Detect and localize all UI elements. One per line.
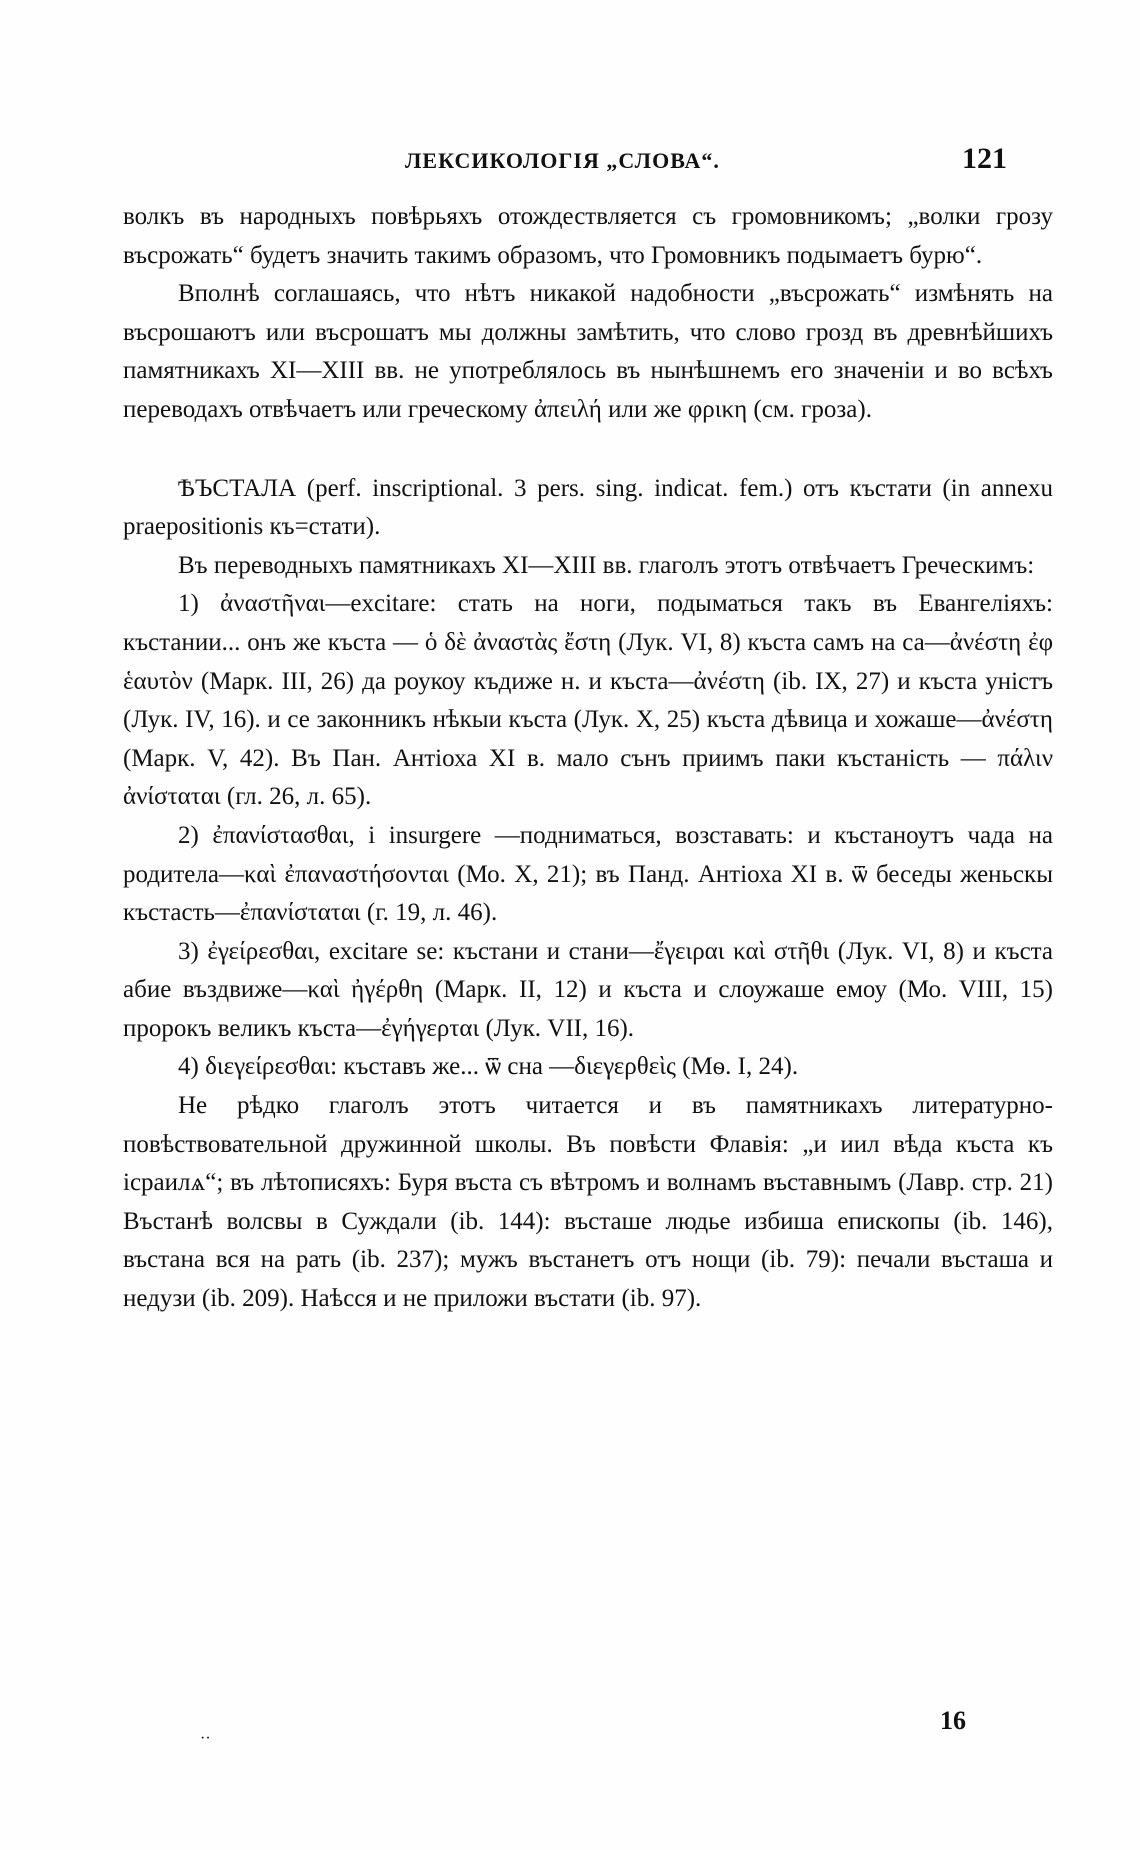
- printer-dots: ··: [200, 1730, 211, 1747]
- paragraph: Въ переводныхъ памятникахъ XI—XIII вв. глаголъ этотъ отвѣчаетъ Греческимъ:: [178, 551, 1035, 579]
- paragraph: Не рѣдко глаголъ этотъ читается и въ памятникахъ литературно-повѣствовательной дружинной школы. Въ повѣсти Флавія: „и иил вѣда къста къ ісраилѧ“; въ лѣтописяхъ: Буря въста съ вѣтромъ и волнамъ въставнымъ (Лавр. стр. 21) Въстанѣ волсвы в Суждали (ib. 144): въсташе людье избиша епископы (ib. 146), въстана вся на рать (ib. 237); мужъ въстанетъ отъ нощи (ib. 79): печали въсташа и недузи (ib. 209). Наѣсся и не приложи въстати (ib. 97).: [123, 1092, 1053, 1313]
- dictionary-entry: ѢЪСТАЛА (perf. inscriptional. 3 pers. sing. indicat. fem.) отъ къстати (in annexu praepositionis къ=стати).: [123, 474, 1053, 541]
- running-title: ЛЕКСИКОЛОГІЯ „СЛОВА“.: [405, 148, 720, 173]
- sense-1: 1) ἀναστῆναι—excitare: стать на ноги, подыматься такъ въ Евангеліяхъ: къстании... онъ же къста — ὁ δὲ ἀναστὰς ἔστη (Лук. VI, 8) къста самъ на са—ἀνέστη ἐφ ἑαυτὸν (Марк. III, 26) да роукоу къдиже н. и къста—ἀνέστη (ib. IX, 27) и къста уністъ (Лук. IV, 16). и се законникъ нѣкыи къста (Лук. X, 25) къста дѣвица и хожаше—ἀνέστη (Марк. V, 42). Въ Пан. Антіоха XI в. мало сънъ приимъ паки къстаність — πάλιν ἀνίσταται (гл. 26, л. 65).: [123, 590, 1053, 811]
- body-text: [123, 198, 1053, 1319]
- sense-2: 2) ἐπανίστασθαι, і insurgere —подниматься, возставать: и къстаноутъ чада на родитела—καὶ ἐπαναστήσονται (Мо. X, 21); въ Панд. Антіоха XI в. ѿ беседы женьскы къстасть—ἐπανίσταται (г. 19, л. 46).: [123, 821, 1053, 927]
- paragraph: Вполнѣ соглашаясь, что нѣтъ никакой надобности „въсрожать“ измѣнять на въсрошаютъ или въсрошатъ мы должны замѣтить, что слово грозд въ древнѣйшихъ памятникахъ XI—XIII вв. не употреблялось въ нынѣшнемъ его значеніи и во всѣхъ переводахъ отвѣчаетъ или греческому ἀπειλή или же φρικη (см. гроза).: [123, 280, 1053, 423]
- sense-4: 4) διεγείρεσθαι: къставъ же... ѿ сна —διεγερθεὶς (Мѳ. I, 24).: [178, 1053, 799, 1081]
- paragraph: волкъ въ народныхъ повѣрьяхъ отождествляется съ громовникомъ; „волки грозу въсрожать“ будетъ значить такимъ образомъ, что Громовникъ подымаетъ бурю“.: [123, 203, 1053, 269]
- page-number: 121: [962, 142, 1007, 175]
- sense-3: 3) ἐγείρεσθαι, excitare se: къстани и стани—ἔγειραι καὶ στῆθι (Лук. VI, 8) и къста абие въздвиже—καὶ ἠγέρθη (Марк. II, 12) и къста и слоужаше емоу (Мо. VIII, 15) пророкъ великъ къста—ἐγήγερται (Лук. VII, 16).: [123, 937, 1053, 1042]
- signature-mark: 16: [940, 1706, 966, 1735]
